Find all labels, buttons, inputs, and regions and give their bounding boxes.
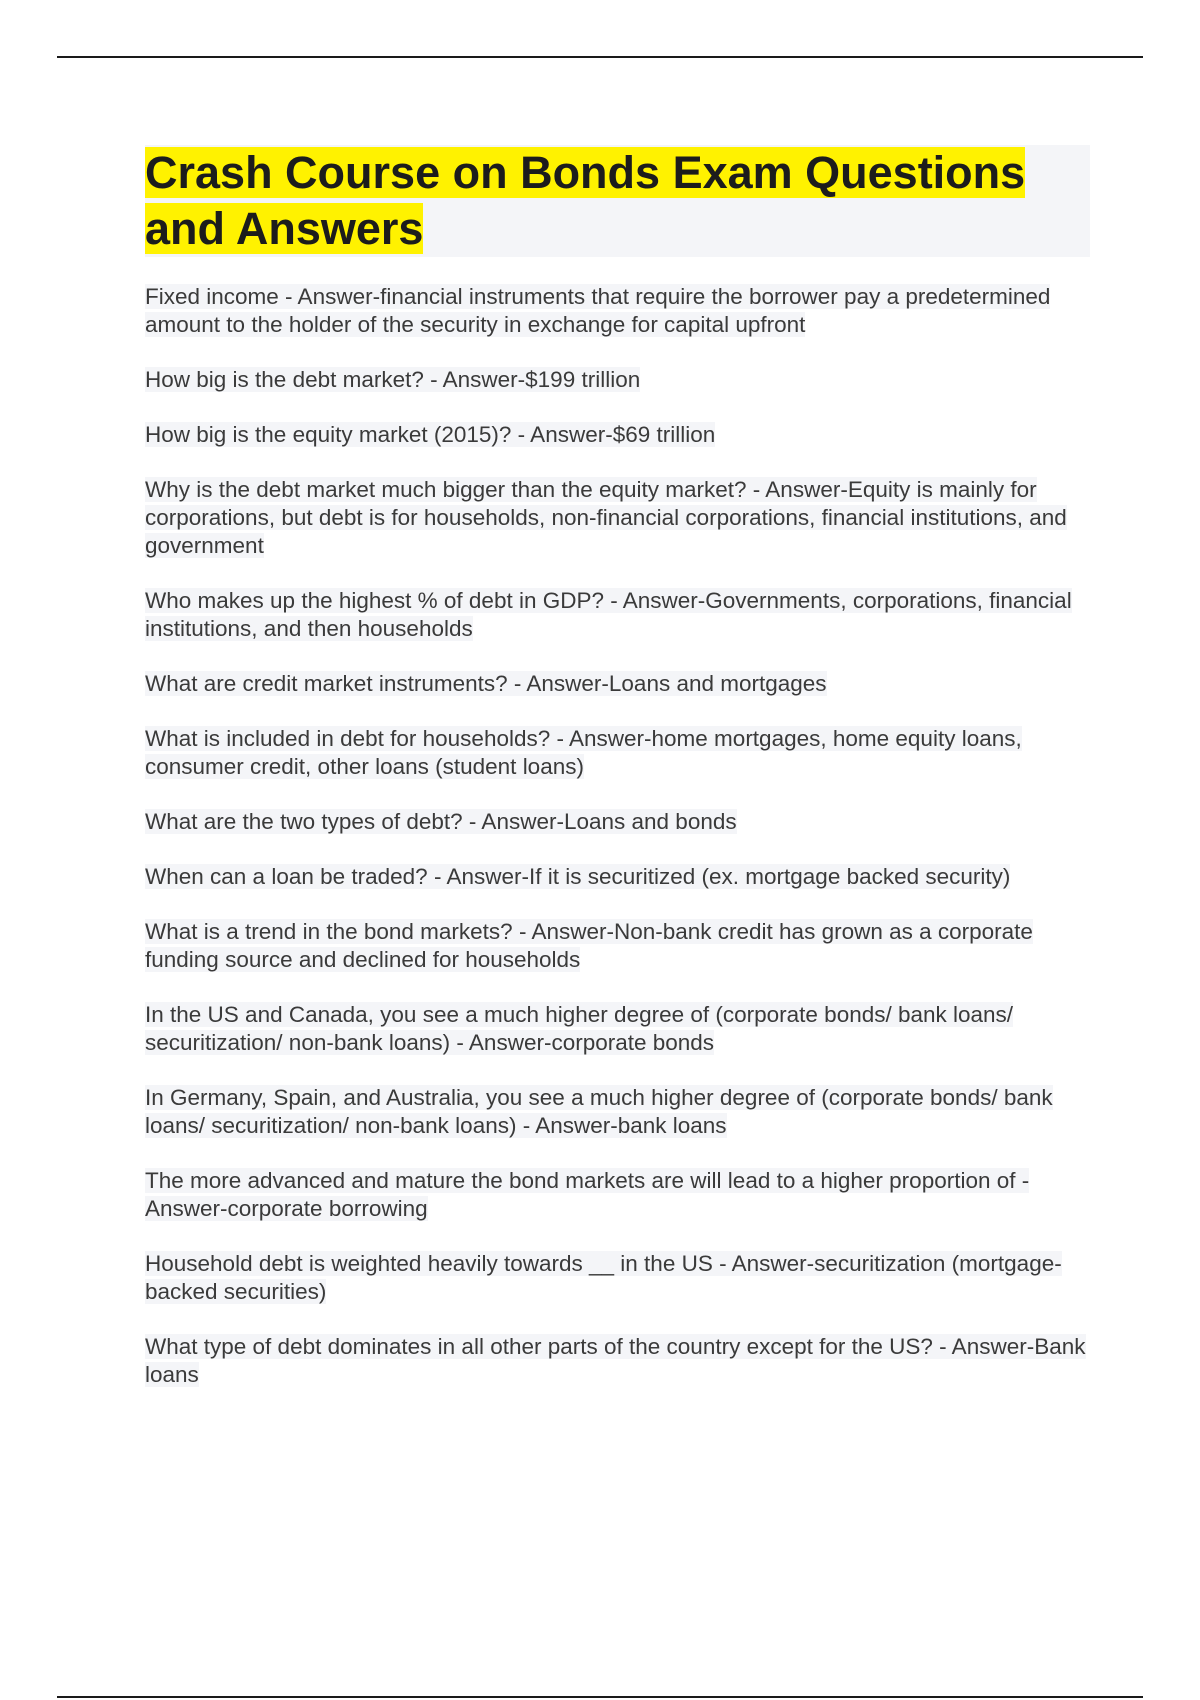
qa-item (145, 1167, 1090, 1223)
qa-item (145, 1001, 1090, 1057)
qa-item-text: What is a trend in the bond markets? - Answer-Non-bank credit has grown as a corporate funding source and declined for households (145, 919, 1033, 972)
qa-list (145, 283, 1090, 1389)
qa-item-text: In the US and Canada, you see a much higher degree of (corporate bonds/ bank loans/ securitization/ non-bank loans) - Answer-corporate bonds (145, 1002, 1014, 1055)
qa-item-text: How big is the debt market? - Answer-$199 trillion (145, 367, 641, 392)
qa-item-text: When can a loan be traded? - Answer-If it is securitized (ex. mortgage backed security) (145, 864, 1011, 889)
qa-item-text: In Germany, Spain, and Australia, you see a much higher degree of (corporate bonds/ bank loans/ securitization/ non-bank loans) - Answer-bank loans (145, 1085, 1053, 1138)
qa-item (145, 283, 1090, 339)
qa-item-text: How big is the equity market (2015)? - Answer-$69 trillion (145, 422, 716, 447)
qa-item (145, 1084, 1090, 1140)
top-rule (57, 56, 1143, 58)
document-body (145, 145, 1090, 1416)
qa-item (145, 421, 1090, 449)
qa-item (145, 918, 1090, 974)
qa-item-text: The more advanced and mature the bond markets are will lead to a higher proportion of - Answer-corporate borrowing (145, 1168, 1030, 1221)
qa-item-text: What type of debt dominates in all other parts of the country except for the US? - Answer-Bank loans (145, 1334, 1086, 1387)
qa-item-text: What are the two types of debt? - Answer-Loans and bonds (145, 809, 737, 834)
bottom-rule (57, 1696, 1143, 1698)
qa-item (145, 808, 1090, 836)
qa-item (145, 1333, 1090, 1389)
qa-item (145, 587, 1090, 643)
qa-item-text: Why is the debt market much bigger than the equity market? - Answer-Equity is mainly for corporations, but debt is for households, non-financial corporations, financial institutions, and government (145, 477, 1067, 558)
qa-item (145, 670, 1090, 698)
qa-item-text: What are credit market instruments? - Answer-Loans and mortgages (145, 671, 827, 696)
page-title (145, 145, 1090, 257)
page-title-text: Crash Course on Bonds Exam Questions and Answers (145, 147, 1026, 254)
qa-item (145, 725, 1090, 781)
qa-item (145, 476, 1090, 560)
qa-item-text: Household debt is weighted heavily towards __ in the US - Answer-securitization (mortgage-backed securities) (145, 1251, 1062, 1304)
title-block (145, 145, 1090, 257)
qa-item (145, 863, 1090, 891)
qa-item (145, 366, 1090, 394)
qa-item (145, 1250, 1090, 1306)
qa-item-text: Fixed income - Answer-financial instruments that require the borrower pay a predetermined amount to the holder of the security in exchange for capital upfront (145, 284, 1051, 337)
qa-item-text: What is included in debt for households? - Answer-home mortgages, home equity loans, consumer credit, other loans (student loans) (145, 726, 1022, 779)
qa-item-text: Who makes up the highest % of debt in GDP? - Answer-Governments, corporations, financial institutions, and then households (145, 588, 1072, 641)
